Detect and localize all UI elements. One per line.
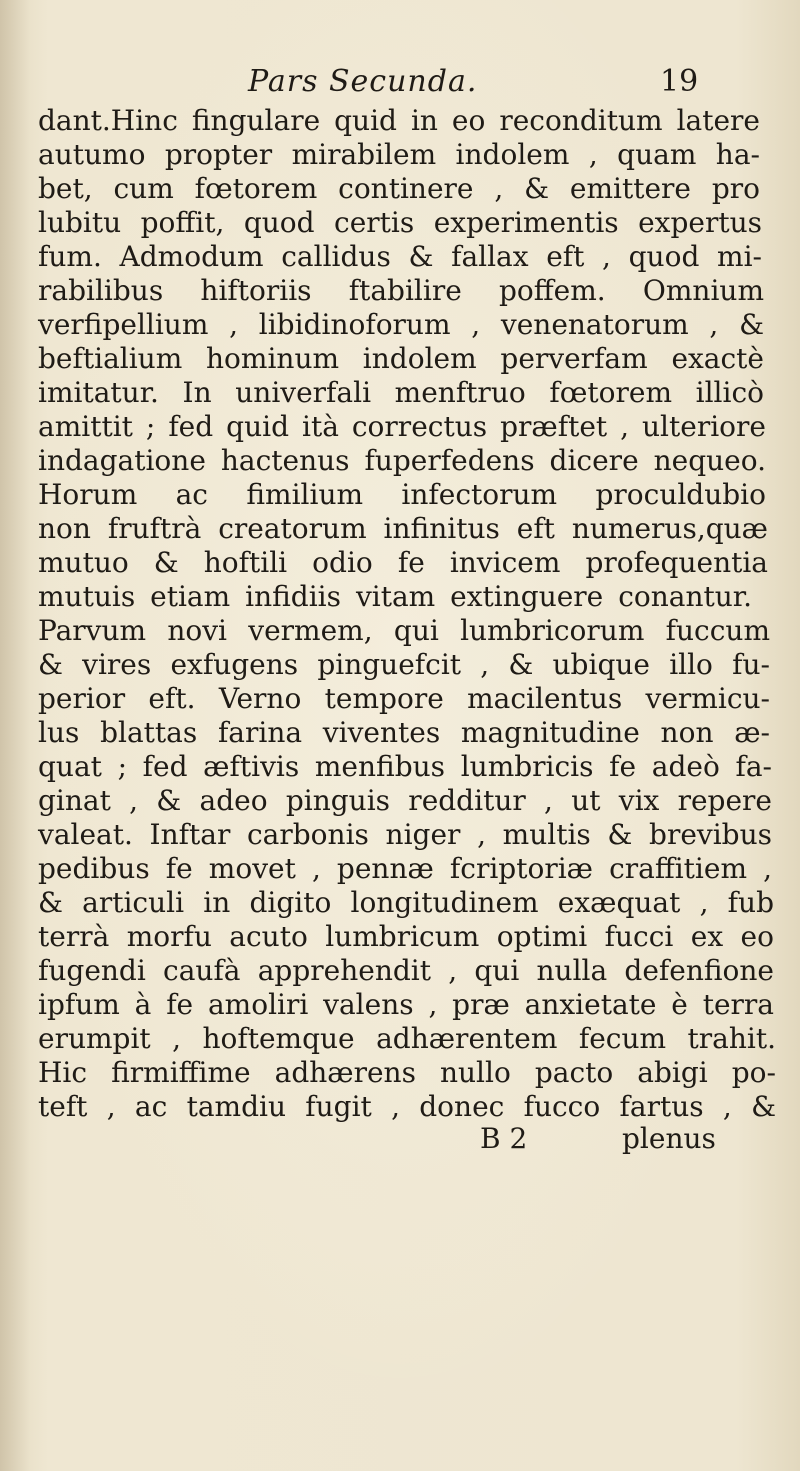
text-line: ginat , & adeo pinguis redditur , ut vix repere [38,784,772,817]
text-line: Horum ac fimilium infectorum proculdubio [38,478,766,511]
text-line: bet, cum fœtorem continere , & emittere pro [38,172,760,205]
text-line: autumo propter mirabilem indolem , quam ha- [38,138,760,171]
text-line: Hic firmiffime adhærens nullo pacto abigi po- [38,1056,776,1089]
gutter-shadow [0,0,30,1471]
page-footer [0,1120,800,1158]
text-line: & vires exfugens pinguefcit , & ubique illo fu- [38,648,770,681]
text-line: lus blattas farina viventes magnitudine non æ- [38,716,770,749]
page-number: 19 [660,64,699,99]
text-line: lubitu poffit, quod certis experimentis expertus [38,206,762,239]
text-line: rabilibus hiftoriis ftabilire poffem. Omnium [38,274,764,307]
text-line: & articuli in digito longitudinem exæquat , fub [38,886,774,919]
text-line: pedibus fe movet , pennæ fcriptoriæ craffitiem , [38,852,772,885]
text-line: quat ; fed æftivis menfibus lumbricis fe adeò fa- [38,750,772,783]
text-line: imitatur. In univerfali menftruo fœtorem illicò [38,376,764,409]
text-line: ipfum à fe amoliri valens , præ anxietate è terra [38,988,774,1021]
text-line: non fruftrà creatorum infinitus eft numerus,quæ [38,512,768,545]
text-line: verfipellium , libidinoforum , venenatorum , & [38,308,764,341]
text-line: amittit ; fed quid ità correctus præftet , ulteriore [38,410,766,443]
text-line: valeat. Inftar carbonis niger , multis & brevibus [38,818,772,851]
text-line: fugendi caufà apprehendit , qui nulla defenfione [38,954,774,987]
page-header [0,62,800,102]
text-line: terrà morfu acuto lumbricum optimi fucci ex eo [38,920,774,953]
text-line: mutuis etiam infidiis vitam extinguere conantur. [38,580,752,613]
text-line: beftialium hominum indolem perverfam exactè [38,342,764,375]
text-line: indagatione hactenus fuperfedens dicere nequeo. [38,444,766,477]
text-line: teft , ac tamdiu fugit , donec fucco fartus , & [38,1090,776,1123]
text-line: dant.Hinc fingulare quid in eo reconditum latere [38,104,760,137]
text-line: Parvum novi vermem, qui lumbricorum fuccum [38,614,770,647]
text-line: erumpit , hoftemque adhærentem fecum trahit. [38,1022,776,1055]
text-line: perior eft. Verno tempore macilentus vermicu- [38,682,770,715]
signature-mark: B 2 [480,1122,528,1155]
text-line: fum. Admodum callidus & fallax eft , quod mi- [38,240,762,273]
running-title: Pars Secunda. [248,64,478,99]
catchword: plenus [622,1122,716,1155]
text-line: mutuo & hoftili odio fe invicem profequentia [38,546,768,579]
